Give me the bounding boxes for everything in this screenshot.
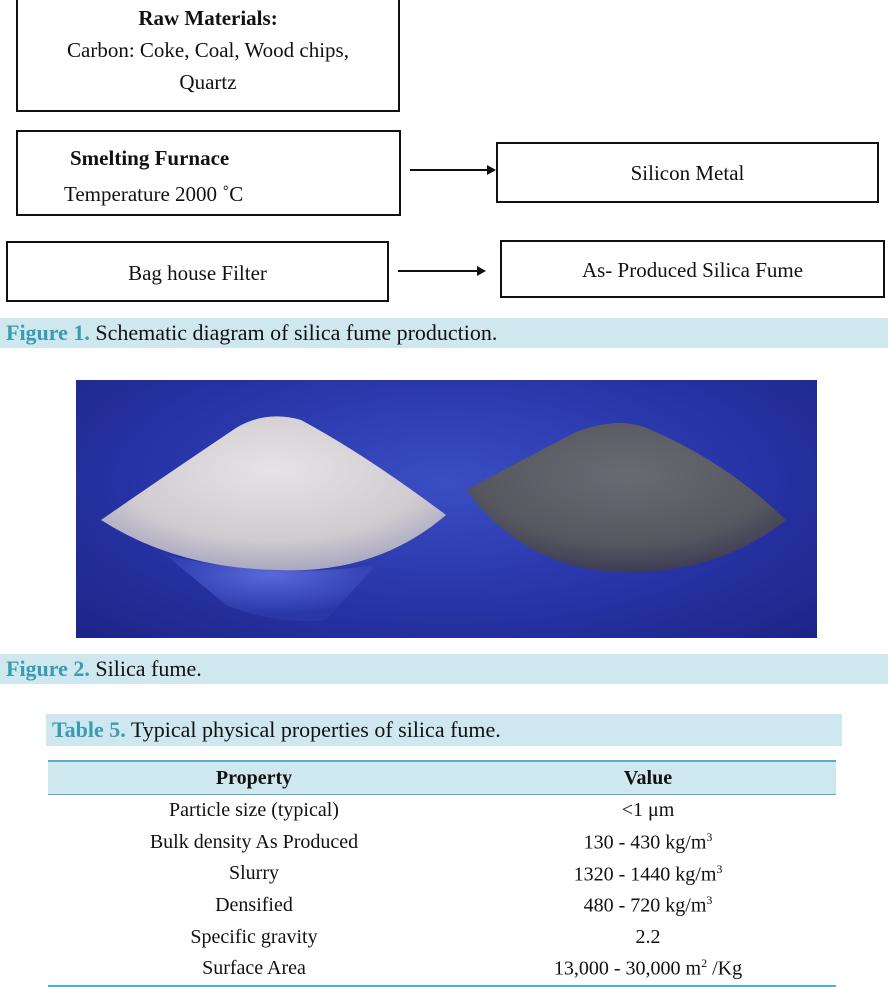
row-property: Surface Area bbox=[202, 957, 306, 980]
as-produced-silica-fume-box bbox=[500, 240, 885, 298]
figure2-label: Figure 2. bbox=[6, 656, 90, 681]
properties-table bbox=[48, 760, 836, 987]
table-row bbox=[48, 921, 836, 953]
table5-text: Typical physical properties of silica fume. bbox=[125, 717, 501, 742]
row-value: 2.2 bbox=[635, 925, 661, 948]
row-value: 130 - 430 $kg/m^3$ bbox=[583, 830, 713, 854]
smelting-furnace-box bbox=[16, 130, 401, 216]
raw-materials-line1: Carbon: Coke, Coal, Wood chips, bbox=[67, 38, 349, 62]
light-pile bbox=[101, 416, 446, 570]
row-value: 1320 - 1440 $kg/m^3$ bbox=[573, 861, 723, 886]
row-property: Slurry bbox=[229, 862, 279, 885]
dark-pile bbox=[466, 423, 786, 572]
figure1-caption bbox=[0, 318, 888, 348]
figure2-text: Silica fume. bbox=[89, 656, 202, 681]
table-header-row bbox=[48, 762, 836, 795]
furnace-temperature: Temperature 2000 ˚C bbox=[64, 182, 244, 206]
raw-materials-title: Raw Materials: bbox=[138, 6, 278, 30]
raw-materials-box bbox=[16, 0, 400, 112]
row-property: Particle size (typical) bbox=[169, 799, 339, 822]
table5-label: Table 5. bbox=[52, 717, 126, 742]
figure1-text: Schematic diagram of silica fume production. bbox=[89, 320, 498, 345]
as-produced-label: As- Produced Silica Fume bbox=[581, 258, 804, 282]
silicon-metal-box bbox=[496, 142, 879, 203]
arrow-to-silicon-metal bbox=[410, 169, 494, 171]
table5-caption bbox=[46, 714, 842, 746]
silica-fume-piles-image bbox=[76, 380, 817, 638]
header-property: Property bbox=[215, 766, 293, 789]
furnace-title: Smelting Furnace bbox=[70, 146, 230, 170]
bag-house-filter-box bbox=[6, 241, 389, 302]
table-row bbox=[48, 953, 836, 985]
table-row bbox=[48, 890, 836, 922]
row-property: Specific gravity bbox=[190, 925, 318, 948]
arrow-to-silica-fume bbox=[398, 270, 484, 272]
figure1-label: Figure 1. bbox=[6, 320, 90, 345]
figure2-caption bbox=[0, 654, 888, 684]
row-property: Bulk density As Produced bbox=[149, 830, 359, 853]
silica-fume-photo bbox=[76, 380, 817, 638]
row-property: Densified bbox=[215, 894, 293, 917]
row-value: <1 μm bbox=[621, 799, 675, 822]
row-value: 480 - 720 $kg/m^3$ bbox=[583, 893, 713, 917]
raw-materials-line2: Quartz bbox=[179, 70, 237, 94]
table-row bbox=[48, 795, 836, 827]
bag-house-label: Bag house Filter bbox=[128, 261, 267, 285]
table-row bbox=[48, 858, 836, 890]
table-row bbox=[48, 827, 836, 859]
row-value: 13,000 - 30,000 $m^2$ /Kg bbox=[553, 956, 743, 981]
silicon-metal-label: Silicon Metal bbox=[630, 161, 745, 185]
header-value: Value bbox=[623, 766, 673, 789]
